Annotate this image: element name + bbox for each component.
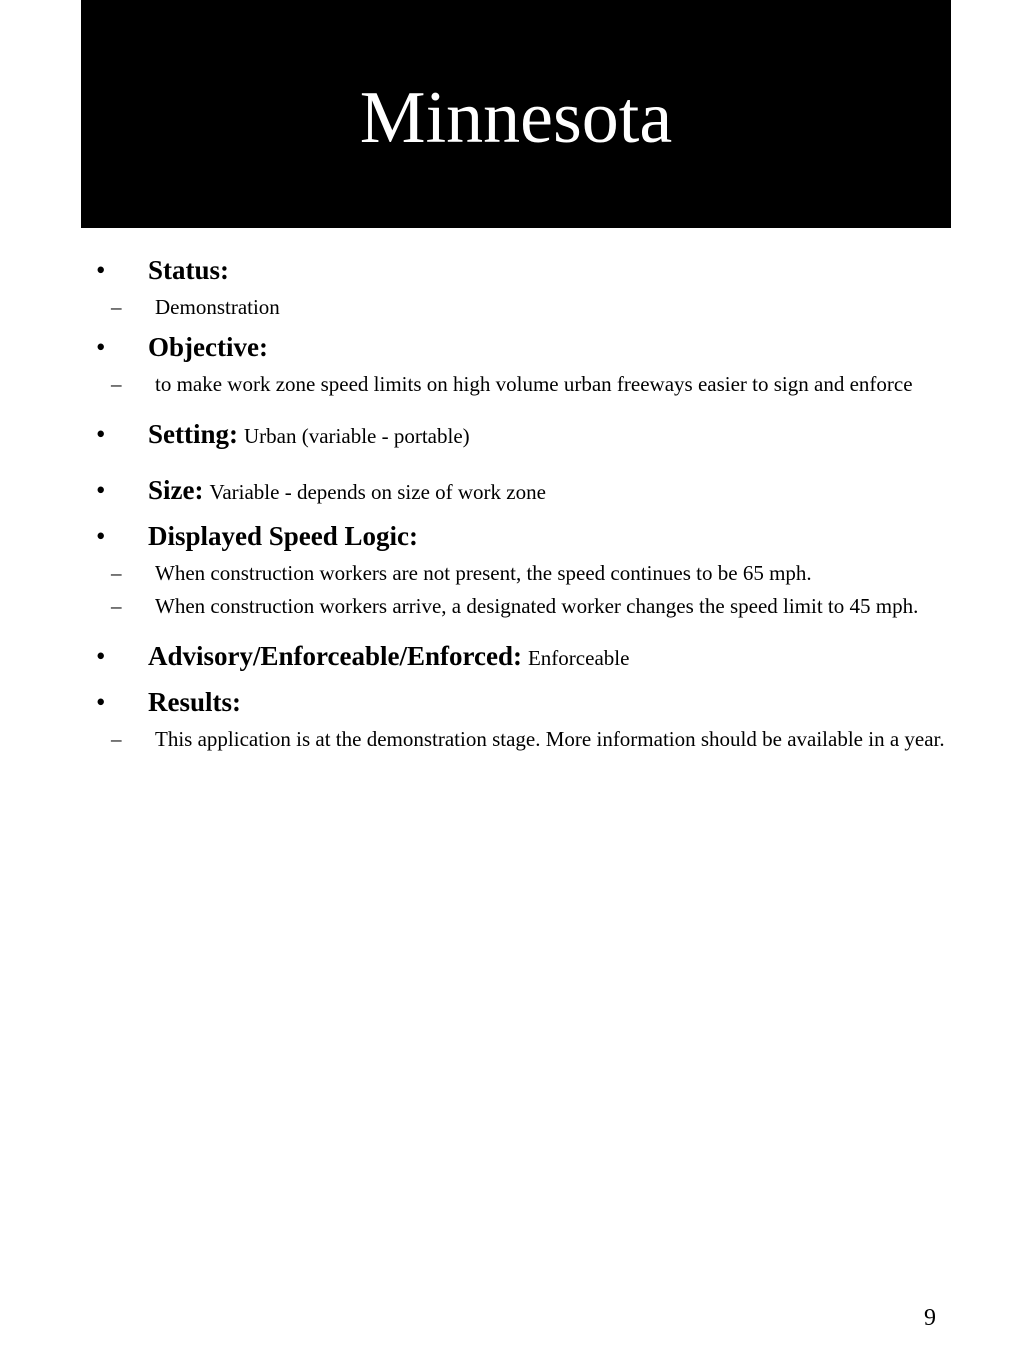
bullet-glyph: •: [96, 521, 106, 551]
bullet-glyph: •: [96, 255, 106, 285]
slide-title: Minnesota: [359, 77, 673, 159]
objective-value: to make work zone speed limits on high volume urban freeways easier to sign and enforce: [155, 372, 913, 396]
size-value: Variable - depends on size of work zone: [209, 480, 546, 504]
advisory-label: Advisory/Enforceable/Enforced:: [148, 641, 522, 671]
results-sub-item: [96, 726, 946, 753]
bullet-setting: [96, 414, 946, 456]
bullet-speed-logic: [96, 516, 946, 556]
speed-logic-text-1: When construction workers are not present, the speed continues to be 65 mph.: [155, 561, 812, 585]
speed-logic-text-2: When construction workers arrive, a designated worker changes the speed limit to 45 mph.: [155, 594, 919, 618]
dash-glyph: –: [111, 372, 122, 396]
speed-logic-sub-item-2: [96, 593, 946, 620]
bullet-glyph: •: [96, 641, 106, 671]
bullet-glyph: •: [96, 475, 106, 505]
status-sub-item: [96, 294, 946, 321]
setting-label: Setting:: [148, 419, 238, 449]
bullet-results: [96, 682, 946, 722]
bullet-size: [96, 470, 946, 512]
title-bar: [81, 0, 951, 228]
page-number: 9: [924, 1305, 936, 1331]
bullet-glyph: •: [96, 419, 106, 449]
bullet-glyph: •: [96, 332, 106, 362]
status-value: Demonstration: [155, 295, 280, 319]
results-text: This application is at the demonstration stage. More information should be available in a year.: [155, 727, 945, 751]
results-label: Results:: [148, 687, 241, 717]
size-label: Size:: [148, 475, 204, 505]
bullet-advisory: [96, 636, 946, 678]
slide-content: [96, 250, 946, 759]
bullet-objective: [96, 327, 946, 367]
dash-glyph: –: [111, 561, 122, 585]
bullet-status: [96, 250, 946, 290]
dash-glyph: –: [111, 295, 122, 319]
status-label: Status:: [148, 255, 230, 285]
advisory-value: Enforceable: [527, 646, 630, 670]
speed-logic-label: Displayed Speed Logic:: [148, 521, 419, 551]
bullet-glyph: •: [96, 687, 106, 717]
speed-logic-sub-item-1: [96, 560, 946, 587]
objective-label: Objective:: [148, 332, 268, 362]
objective-sub-item: [96, 371, 946, 398]
setting-value: Urban (variable - portable): [244, 424, 470, 448]
dash-glyph: –: [111, 727, 122, 751]
dash-glyph: –: [111, 594, 122, 618]
